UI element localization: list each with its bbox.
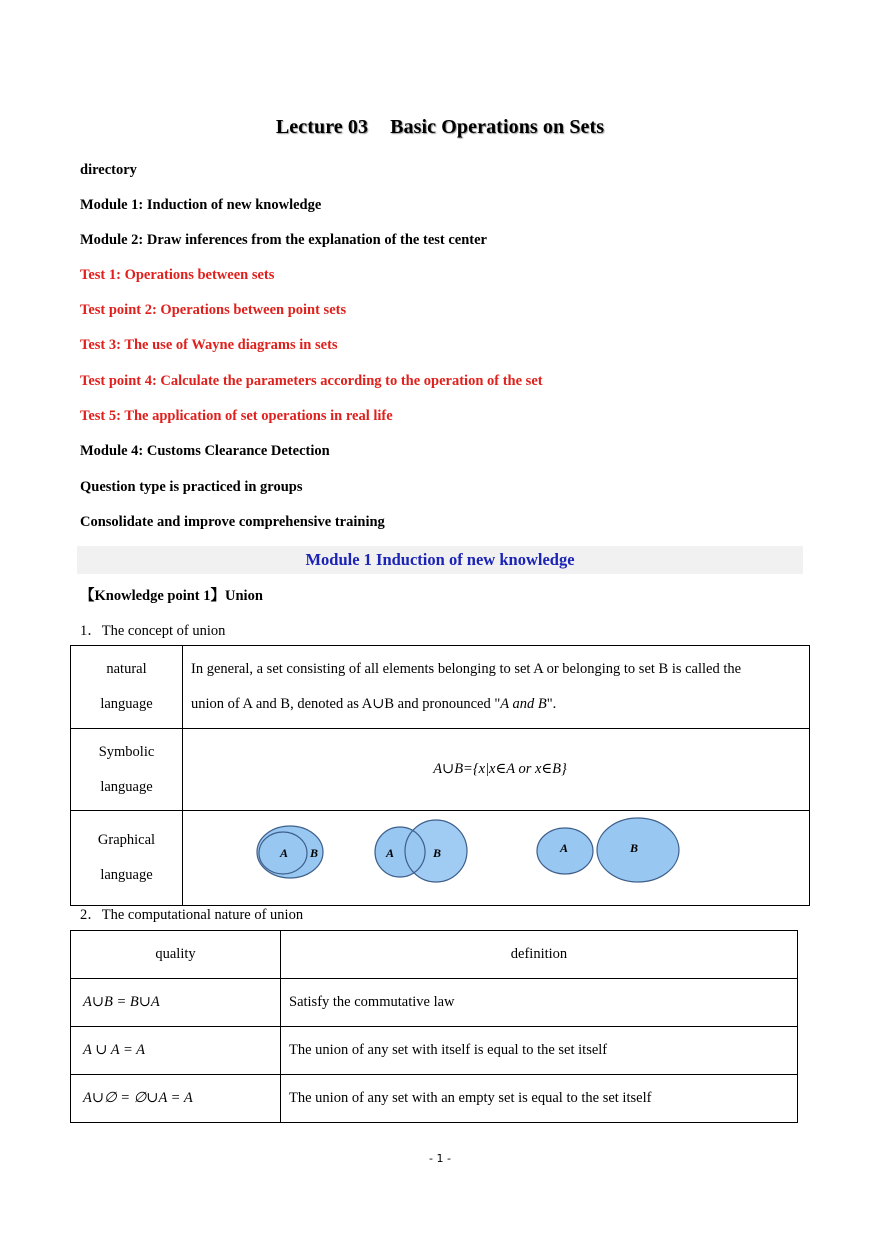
page-title xyxy=(0,116,880,139)
toc-item: Module 4: Customs Clearance Detection xyxy=(80,443,330,459)
toc-item: Module 1: Induction of new knowledge xyxy=(80,197,322,213)
knowledge-point-heading: 【Knowledge point 1】Union xyxy=(80,588,263,604)
property-formula: A ∪ A = A xyxy=(71,1027,281,1075)
toc-item: Module 2: Draw inferences from the explanation of the test center xyxy=(80,232,487,248)
table-row xyxy=(71,1027,798,1075)
property-definition: The union of any set with itself is equal to the set itself xyxy=(281,1027,798,1075)
table-row xyxy=(71,1075,798,1123)
table-row xyxy=(71,729,810,811)
title-topic: Basic Operations on Sets xyxy=(390,116,605,138)
venn-disjoint xyxy=(537,818,679,882)
row-label: natural language xyxy=(71,646,183,729)
title-lecture: Lecture 03 xyxy=(275,116,369,138)
property-formula: A∪B = B∪A xyxy=(71,979,281,1027)
venn-label-b: B xyxy=(630,841,639,855)
properties-table xyxy=(70,930,798,1123)
table-header-row xyxy=(71,931,798,979)
venn-label-a: A xyxy=(560,841,569,855)
symbolic-definition: A∪B={x|x∈A or x∈B} xyxy=(183,729,810,811)
venn-subset xyxy=(257,826,323,878)
concept-table xyxy=(70,645,810,906)
toc-item: Consolidate and improve comprehensive training xyxy=(80,514,385,530)
table-row xyxy=(71,646,810,729)
toc-item: Test 5: The application of set operations in real life xyxy=(80,408,393,424)
toc-item: Test point 2: Operations between point sets xyxy=(80,302,347,318)
column-header-quality: quality xyxy=(71,931,281,979)
section-heading: 2．The computational nature of union xyxy=(80,907,304,923)
toc-item: directory xyxy=(80,162,137,178)
row-label: Graphical language xyxy=(71,811,183,906)
table-row xyxy=(71,811,810,906)
venn-label-a: A xyxy=(280,846,289,860)
venn-diagram-illustration xyxy=(183,811,809,891)
venn-label-b: B xyxy=(433,846,442,860)
toc-item: Test 1: Operations between sets xyxy=(80,267,275,283)
toc-item: Test 3: The use of Wayne diagrams in sets xyxy=(80,337,338,353)
column-header-definition: definition xyxy=(281,931,798,979)
venn-diagrams xyxy=(183,811,810,906)
section-heading: 1．The concept of union xyxy=(80,623,226,639)
venn-label-a: A xyxy=(386,846,395,860)
property-definition: Satisfy the commutative law xyxy=(281,979,798,1027)
page-number: - 1 - xyxy=(429,1152,451,1165)
module-banner: Module 1 Induction of new knowledge xyxy=(77,546,803,574)
toc-item: Question type is practiced in groups xyxy=(80,479,303,495)
natural-language-definition: In general, a set consisting of all elements belonging to set A or belonging to set B is called the union of A and B, denoted as A∪B and pronounced "A and B". xyxy=(183,646,810,729)
row-label: Symbolic language xyxy=(71,729,183,811)
toc-item: Test point 4: Calculate the parameters according to the operation of the set xyxy=(80,373,543,389)
venn-label-b: B xyxy=(310,846,319,860)
property-formula: A∪∅ = ∅∪A = A xyxy=(71,1075,281,1123)
property-definition: The union of any set with an empty set is equal to the set itself xyxy=(281,1075,798,1123)
table-row xyxy=(71,979,798,1027)
venn-overlap xyxy=(375,820,467,882)
